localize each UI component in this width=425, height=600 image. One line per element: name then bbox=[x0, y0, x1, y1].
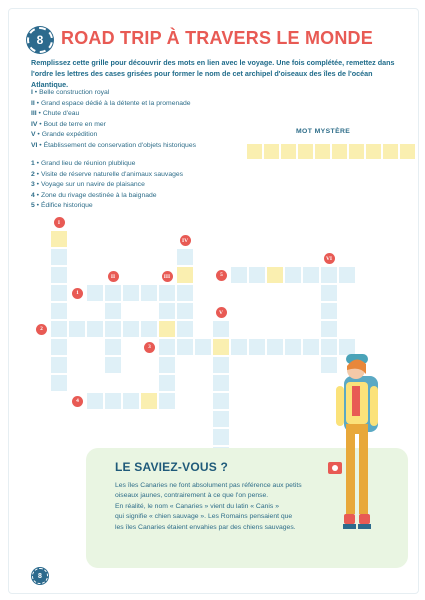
crossword-cell[interactable] bbox=[266, 338, 284, 356]
crossword-cell[interactable] bbox=[176, 302, 194, 320]
clue-marker-i: I bbox=[54, 217, 65, 228]
crossword-cell[interactable] bbox=[50, 356, 68, 374]
crossword-cell[interactable] bbox=[158, 392, 176, 410]
info-line: Les îles Canaries ne font absolument pas référence aux petits bbox=[115, 482, 302, 489]
crossword-cell[interactable] bbox=[338, 266, 356, 284]
clue-marker-2: 2 bbox=[36, 324, 47, 335]
mystery-cell[interactable] bbox=[297, 143, 314, 160]
crossword-cell[interactable] bbox=[122, 392, 140, 410]
clue-roman-4: IV • Bout de terre en mer bbox=[31, 120, 106, 128]
crossword-cell[interactable] bbox=[104, 284, 122, 302]
crossword-cell[interactable] bbox=[86, 392, 104, 410]
crossword-cell[interactable] bbox=[176, 248, 194, 266]
clue-marker-iv: IV bbox=[180, 235, 191, 246]
mystery-cell[interactable] bbox=[348, 143, 365, 160]
crossword-cell[interactable] bbox=[104, 338, 122, 356]
crossword-cell[interactable] bbox=[50, 374, 68, 392]
page-badge: 8 bbox=[27, 27, 53, 53]
crossword-cell[interactable] bbox=[68, 320, 86, 338]
crossword-cell[interactable] bbox=[158, 302, 176, 320]
crossword-cell-highlighted[interactable] bbox=[176, 266, 194, 284]
crossword-cell[interactable] bbox=[176, 338, 194, 356]
crossword-cell[interactable] bbox=[50, 338, 68, 356]
clue-marker-vi: VI bbox=[324, 253, 335, 264]
crossword-cell[interactable] bbox=[122, 284, 140, 302]
crossword-cell[interactable] bbox=[212, 428, 230, 446]
info-box-text bbox=[115, 481, 315, 533]
crossword-cell[interactable] bbox=[230, 266, 248, 284]
info-line: qui signifie « chien sauvage ». Les Romains pensaient que bbox=[115, 513, 293, 521]
clue-arabic-4: 4 • Zone du rivage destinée à la baignade bbox=[31, 191, 157, 199]
crossword-cell[interactable] bbox=[212, 410, 230, 428]
crossword-cell-highlighted[interactable] bbox=[140, 392, 158, 410]
instructions: Remplissez cette grille pour découvrir des mots en lien avec le voyage. Une fois complétée, remettez dans l'ordre les lettres des cases grisées pour former le nom de cet archipel d'oiseaux des îles de l'océan Atlantique. bbox=[31, 58, 395, 89]
info-box-title: LE SAVIEZ-VOUS ? bbox=[115, 460, 228, 474]
crossword-cell[interactable] bbox=[320, 320, 338, 338]
clue-arabic-5: 5 • Édifice historique bbox=[31, 202, 93, 210]
crossword-cell[interactable] bbox=[320, 266, 338, 284]
crossword-cell[interactable] bbox=[50, 320, 68, 338]
crossword-cell[interactable] bbox=[212, 392, 230, 410]
crossword-cell[interactable] bbox=[284, 338, 302, 356]
crossword-cell[interactable] bbox=[248, 266, 266, 284]
mystery-cell[interactable] bbox=[246, 143, 263, 160]
clues-roman bbox=[31, 88, 196, 152]
clue-roman-3: III • Chute d'eau bbox=[31, 110, 80, 118]
clue-marker-3: 3 bbox=[144, 342, 155, 353]
clue-marker-1: 1 bbox=[72, 288, 83, 299]
clue-marker-4: 4 bbox=[72, 396, 83, 407]
crossword-cell[interactable] bbox=[212, 320, 230, 338]
clue-marker-iii: III bbox=[162, 271, 173, 282]
clues-arabic bbox=[31, 159, 183, 212]
crossword-cell[interactable] bbox=[194, 338, 212, 356]
page-title: ROAD TRIP À TRAVERS LE MONDE bbox=[61, 28, 373, 48]
crossword-cell[interactable] bbox=[212, 356, 230, 374]
crossword-cell-highlighted[interactable] bbox=[158, 320, 176, 338]
crossword-cell[interactable] bbox=[302, 266, 320, 284]
crossword-cell[interactable] bbox=[86, 284, 104, 302]
crossword-cell[interactable] bbox=[158, 356, 176, 374]
clue-marker-ii: II bbox=[108, 271, 119, 282]
clue-roman-2: II • Grand espace dédié à la détente et la promenade bbox=[31, 99, 191, 107]
page-number: 8 bbox=[32, 568, 48, 584]
mystery-cell[interactable] bbox=[331, 143, 348, 160]
hiker-illustration bbox=[326, 352, 386, 542]
crossword-cell[interactable] bbox=[50, 248, 68, 266]
info-line: oiseaux jaunes, contrairement à ce que l'on pense. bbox=[115, 492, 269, 500]
info-line: En réalité, le nom « Canaries » vient du latin « Canis » bbox=[115, 502, 279, 510]
crossword-cell[interactable] bbox=[104, 356, 122, 374]
crossword-cell-highlighted[interactable] bbox=[212, 338, 230, 356]
clue-arabic-2: 2 • Visite de réserve naturelle d'animaux sauvages bbox=[31, 170, 184, 178]
mystery-cell[interactable] bbox=[399, 143, 416, 160]
mystery-cell[interactable] bbox=[382, 143, 399, 160]
crossword-cell[interactable] bbox=[104, 302, 122, 320]
clue-roman-1: I • Belle construction royal bbox=[31, 89, 110, 96]
crossword-cell[interactable] bbox=[176, 320, 194, 338]
crossword-cell[interactable] bbox=[158, 284, 176, 302]
crossword-cell[interactable] bbox=[86, 320, 104, 338]
crossword-cell[interactable] bbox=[104, 320, 122, 338]
mystery-word-cells[interactable] bbox=[246, 143, 416, 160]
crossword-cell[interactable] bbox=[230, 338, 248, 356]
clue-arabic-3: 3 • Voyage sur un navire de plaisance bbox=[31, 181, 145, 189]
mystery-cell[interactable] bbox=[365, 143, 382, 160]
crossword-cell[interactable] bbox=[50, 302, 68, 320]
mystery-word-label: MOT MYSTÈRE bbox=[296, 128, 351, 135]
info-line: les îles Canaries étaient envahies par des chiens sauvages. bbox=[115, 523, 296, 531]
crossword-cell[interactable] bbox=[158, 374, 176, 392]
crossword-cell[interactable] bbox=[176, 284, 194, 302]
crossword-cell-highlighted[interactable] bbox=[266, 266, 284, 284]
crossword-cell[interactable] bbox=[320, 284, 338, 302]
crossword-cell[interactable] bbox=[50, 266, 68, 284]
crossword-cell[interactable] bbox=[302, 338, 320, 356]
clue-roman-6: VI • Établissement de conservation d'objets historiques bbox=[31, 141, 197, 149]
crossword-cell[interactable] bbox=[104, 392, 122, 410]
mystery-cell[interactable] bbox=[280, 143, 297, 160]
crossword-cell[interactable] bbox=[284, 266, 302, 284]
clue-marker-v: V bbox=[216, 307, 227, 318]
crossword-cell[interactable] bbox=[158, 338, 176, 356]
mystery-cell[interactable] bbox=[314, 143, 331, 160]
clue-roman-5: V • Grande expédition bbox=[31, 131, 98, 139]
crossword-cell[interactable] bbox=[212, 374, 230, 392]
crossword-cell-highlighted[interactable] bbox=[50, 230, 68, 248]
clue-arabic-1: 1 • Grand lieu de réunion plublique bbox=[31, 160, 136, 167]
crossword-cell[interactable] bbox=[140, 284, 158, 302]
crossword-cell[interactable] bbox=[122, 320, 140, 338]
crossword-cell[interactable] bbox=[140, 320, 158, 338]
crossword-cell[interactable] bbox=[320, 302, 338, 320]
clue-marker-5: 5 bbox=[216, 270, 227, 281]
mystery-cell[interactable] bbox=[263, 143, 280, 160]
crossword-cell[interactable] bbox=[50, 284, 68, 302]
crossword-cell[interactable] bbox=[248, 338, 266, 356]
